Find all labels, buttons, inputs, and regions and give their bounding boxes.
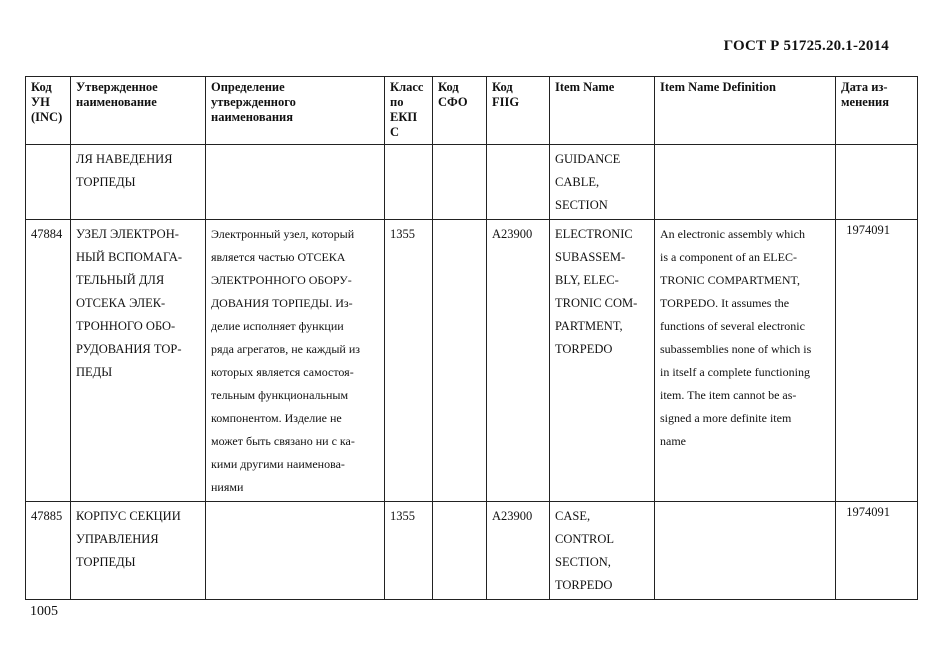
cell-item-name bbox=[550, 502, 655, 600]
text-line: in itself a complete functioning bbox=[660, 365, 810, 379]
text-line: item. The item cannot be as- bbox=[660, 388, 797, 402]
text-line: CASE, bbox=[555, 509, 591, 523]
cell-code bbox=[26, 145, 71, 220]
header-code-fiig bbox=[487, 77, 550, 145]
text-line: менения bbox=[841, 95, 889, 109]
text-line: КОРПУС СЕКЦИИ bbox=[76, 509, 181, 523]
text-line: CABLE, bbox=[555, 175, 600, 189]
text-line: ДОВАНИЯ ТОРПЕДЫ. Из- bbox=[211, 296, 353, 310]
text-line: наименование bbox=[76, 95, 157, 109]
text-line: An electronic assembly which bbox=[660, 227, 805, 241]
text-line: Код bbox=[31, 80, 52, 94]
text-line: ELECTRONIC bbox=[555, 227, 633, 241]
cell-name bbox=[71, 220, 206, 502]
cell-class: 1355 bbox=[385, 220, 433, 502]
text-line: НЫЙ ВСПОМАГА- bbox=[76, 250, 183, 264]
cell-code: 47884 bbox=[26, 220, 71, 502]
text-line: ряда агрегатов, не каждый из bbox=[211, 342, 360, 356]
text-line: is a component of an ELEC- bbox=[660, 250, 797, 264]
cell-sfo bbox=[433, 502, 487, 600]
text-line: С bbox=[390, 125, 400, 139]
cell-fiig: A23900 bbox=[487, 502, 550, 600]
cell-fiig bbox=[487, 145, 550, 220]
text-line: компонентом. Изделие не bbox=[211, 411, 342, 425]
table-row bbox=[26, 502, 918, 600]
cell-name bbox=[71, 502, 206, 600]
text-line: УН bbox=[31, 95, 50, 109]
text-line: PARTMENT, bbox=[555, 319, 623, 333]
text-line: УПРАВЛЕНИЯ bbox=[76, 532, 159, 546]
text-line: ОТСЕКА ЭЛЕК- bbox=[76, 296, 166, 310]
cell-item-name bbox=[550, 220, 655, 502]
text-line: GUIDANCE bbox=[555, 152, 621, 166]
cell-item-name bbox=[550, 145, 655, 220]
text-line: CONTROL bbox=[555, 532, 615, 546]
cell-definition bbox=[206, 502, 385, 600]
text-line: TRONIC COM- bbox=[555, 296, 638, 310]
text-line: ЕКП bbox=[390, 110, 418, 124]
text-line: ТЕЛЬНЫЙ ДЛЯ bbox=[76, 273, 165, 287]
text-line: TORPEDO bbox=[555, 342, 613, 356]
text-line: TORPEDO bbox=[555, 578, 613, 592]
text-line: Определение bbox=[211, 80, 285, 94]
cell-class bbox=[385, 145, 433, 220]
text-line: которых является самостоя- bbox=[211, 365, 354, 379]
page-number: 1005 bbox=[30, 604, 58, 619]
cell-date: 1974091 bbox=[836, 220, 918, 502]
text-line: наименования bbox=[211, 110, 294, 124]
text-line: functions of several electronic bbox=[660, 319, 805, 333]
catalog-table bbox=[25, 76, 918, 600]
text-line: по bbox=[390, 95, 404, 109]
text-line: УЗЕЛ ЭЛЕКТРОН- bbox=[76, 227, 179, 241]
text-line: TORPEDO. It assumes the bbox=[660, 296, 790, 310]
text-line: SUBASSEM- bbox=[555, 250, 626, 264]
text-line: ПЕДЫ bbox=[76, 365, 113, 379]
text-line: утвержденного bbox=[211, 95, 296, 109]
text-line: Код bbox=[438, 80, 459, 94]
cell-class: 1355 bbox=[385, 502, 433, 600]
text-line: СФО bbox=[438, 95, 468, 109]
text-line: TRONIC COMPARTMENT, bbox=[660, 273, 800, 287]
cell-sfo bbox=[433, 145, 487, 220]
standard-number: ГОСТ Р 51725.20.1-2014 bbox=[723, 38, 889, 54]
text-line: Код bbox=[492, 80, 513, 94]
text-line: SECTION, bbox=[555, 555, 611, 569]
cell-name bbox=[71, 145, 206, 220]
text-line: кими другими наименова- bbox=[211, 457, 345, 471]
text-line: subassemblies none of which is bbox=[660, 342, 812, 356]
header-approved-name bbox=[71, 77, 206, 145]
text-line: SECTION bbox=[555, 198, 608, 212]
text-line: Item Name bbox=[555, 80, 615, 94]
header-code-un bbox=[26, 77, 71, 145]
text-line: тельным функциональным bbox=[211, 388, 349, 402]
text-line: делие исполняет функции bbox=[211, 319, 344, 333]
cell-definition bbox=[206, 145, 385, 220]
text-line: Утвержденное bbox=[76, 80, 158, 94]
table-row bbox=[26, 220, 918, 502]
cell-sfo bbox=[433, 220, 487, 502]
cell-code: 47885 bbox=[26, 502, 71, 600]
cell-item-definition bbox=[655, 502, 836, 600]
text-line: ТОРПЕДЫ bbox=[76, 175, 136, 189]
text-line: name bbox=[660, 434, 686, 448]
text-line: signed a more definite item bbox=[660, 411, 792, 425]
cell-item-definition bbox=[655, 145, 836, 220]
header-change-date bbox=[836, 77, 918, 145]
text-line: ТРОННОГО ОБО- bbox=[76, 319, 176, 333]
table-row bbox=[26, 145, 918, 220]
cell-definition bbox=[206, 220, 385, 502]
text-line: ЛЯ НАВЕДЕНИЯ bbox=[76, 152, 173, 166]
cell-date: 1974091 bbox=[836, 502, 918, 600]
header-item-name-definition bbox=[655, 77, 836, 145]
text-line: ниями bbox=[211, 480, 244, 494]
text-line: FIIG bbox=[492, 95, 520, 109]
cell-date bbox=[836, 145, 918, 220]
text-line: ЭЛЕКТРОННОГО ОБОРУ- bbox=[211, 273, 352, 287]
text-line: BLY, ELEC- bbox=[555, 273, 619, 287]
text-line: может быть связано ни с ка- bbox=[211, 434, 355, 448]
text-line: Дата из- bbox=[841, 80, 888, 94]
text-line: Электронный узел, который bbox=[211, 227, 355, 241]
text-line: ТОРПЕДЫ bbox=[76, 555, 136, 569]
text-line: (INC) bbox=[31, 110, 63, 124]
header-row bbox=[26, 77, 918, 145]
header-code-sfo bbox=[433, 77, 487, 145]
text-line: Класс bbox=[390, 80, 424, 94]
text-line: является частью ОТСЕКА bbox=[211, 250, 346, 264]
header-class-ekps bbox=[385, 77, 433, 145]
text-line: РУДОВАНИЯ ТОР- bbox=[76, 342, 182, 356]
cell-item-definition bbox=[655, 220, 836, 502]
header-definition bbox=[206, 77, 385, 145]
text-line: Item Name Definition bbox=[660, 80, 776, 94]
header-item-name bbox=[550, 77, 655, 145]
cell-fiig: A23900 bbox=[487, 220, 550, 502]
